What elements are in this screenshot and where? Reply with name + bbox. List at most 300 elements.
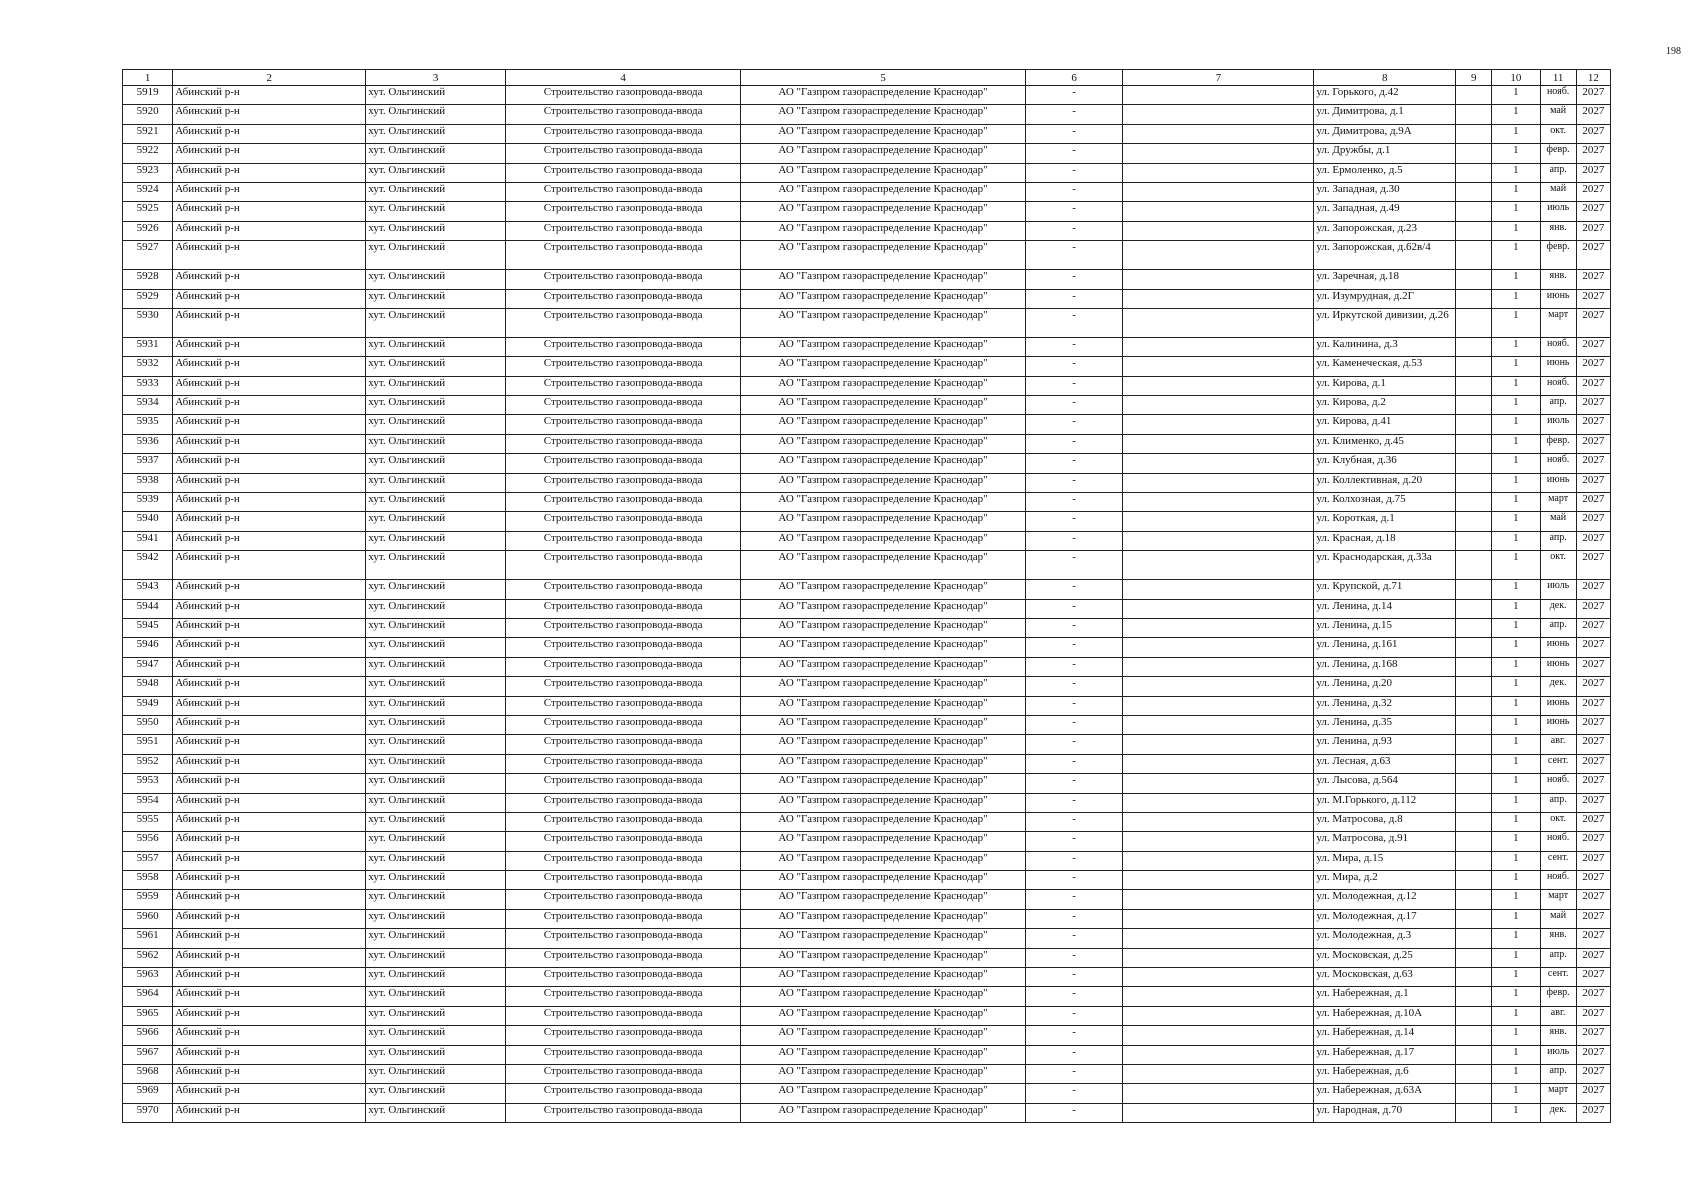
address-cell: ул. Матросова, д.8	[1314, 812, 1456, 831]
month-cell: март	[1540, 308, 1576, 337]
row-number: 5967	[123, 1045, 173, 1064]
address-cell: ул. Ленина, д.161	[1314, 638, 1456, 657]
column-9-cell	[1456, 890, 1492, 909]
district-cell: Абинский р-н	[173, 1026, 366, 1045]
address-cell: ул. М.Горького, д.112	[1314, 793, 1456, 812]
column-6-cell: -	[1025, 241, 1123, 270]
quantity-cell: 1	[1492, 1045, 1540, 1064]
organization-cell: АО "Газпром газораспределение Краснодар"	[741, 580, 1026, 599]
month-cell: апр.	[1540, 1064, 1576, 1083]
month-cell: июль	[1540, 415, 1576, 434]
year-cell: 2027	[1576, 1045, 1610, 1064]
month-cell: янв.	[1540, 221, 1576, 240]
work-type-cell: Строительство газопровода-ввода	[506, 289, 741, 308]
organization-cell: АО "Газпром газораспределение Краснодар"	[741, 832, 1026, 851]
year-cell: 2027	[1576, 163, 1610, 182]
district-cell: Абинский р-н	[173, 454, 366, 473]
row-number: 5948	[123, 677, 173, 696]
settlement-cell: хут. Ольгинский	[366, 715, 506, 734]
month-cell: нояб.	[1540, 376, 1576, 395]
column-9-cell	[1456, 493, 1492, 512]
year-cell: 2027	[1576, 415, 1610, 434]
district-cell: Абинский р-н	[173, 124, 366, 143]
table-row	[123, 599, 1611, 618]
column-7-cell	[1123, 948, 1314, 967]
column-header: 7	[1123, 70, 1314, 86]
column-6-cell: -	[1025, 580, 1123, 599]
district-cell: Абинский р-н	[173, 580, 366, 599]
column-9-cell	[1456, 376, 1492, 395]
work-type-cell: Строительство газопровода-ввода	[506, 357, 741, 376]
month-cell: нояб.	[1540, 86, 1576, 105]
district-cell: Абинский р-н	[173, 105, 366, 124]
column-7-cell	[1123, 657, 1314, 676]
quantity-cell: 1	[1492, 1103, 1540, 1122]
column-9-cell	[1456, 308, 1492, 337]
quantity-cell: 1	[1492, 473, 1540, 492]
organization-cell: АО "Газпром газораспределение Краснодар"	[741, 1006, 1026, 1025]
year-cell: 2027	[1576, 1084, 1610, 1103]
column-7-cell	[1123, 473, 1314, 492]
organization-cell: АО "Газпром газораспределение Краснодар"	[741, 289, 1026, 308]
settlement-cell: хут. Ольгинский	[366, 968, 506, 987]
work-type-cell: Строительство газопровода-ввода	[506, 1103, 741, 1122]
quantity-cell: 1	[1492, 851, 1540, 870]
column-9-cell	[1456, 754, 1492, 773]
year-cell: 2027	[1576, 871, 1610, 890]
table-row	[123, 909, 1611, 928]
work-type-cell: Строительство газопровода-ввода	[506, 434, 741, 453]
month-cell: март	[1540, 890, 1576, 909]
organization-cell: АО "Газпром газораспределение Краснодар"	[741, 677, 1026, 696]
settlement-cell: хут. Ольгинский	[366, 144, 506, 163]
district-cell: Абинский р-н	[173, 415, 366, 434]
quantity-cell: 1	[1492, 144, 1540, 163]
column-6-cell: -	[1025, 657, 1123, 676]
address-cell: ул. Молодежная, д.12	[1314, 890, 1456, 909]
column-9-cell	[1456, 599, 1492, 618]
address-cell: ул. Ленина, д.32	[1314, 696, 1456, 715]
organization-cell: АО "Газпром газораспределение Краснодар"	[741, 551, 1026, 580]
column-7-cell	[1123, 86, 1314, 105]
table-row	[123, 1026, 1611, 1045]
table-row	[123, 1064, 1611, 1083]
settlement-cell: хут. Ольгинский	[366, 241, 506, 270]
month-cell: февр.	[1540, 434, 1576, 453]
district-cell: Абинский р-н	[173, 677, 366, 696]
work-type-cell: Строительство газопровода-ввода	[506, 1045, 741, 1064]
work-type-cell: Строительство газопровода-ввода	[506, 968, 741, 987]
work-type-cell: Строительство газопровода-ввода	[506, 793, 741, 812]
year-cell: 2027	[1576, 909, 1610, 928]
year-cell: 2027	[1576, 968, 1610, 987]
organization-cell: АО "Газпром газораспределение Краснодар"	[741, 531, 1026, 550]
table-row	[123, 696, 1611, 715]
year-cell: 2027	[1576, 948, 1610, 967]
quantity-cell: 1	[1492, 599, 1540, 618]
column-6-cell: -	[1025, 735, 1123, 754]
address-cell: ул. Иркутской дивизии, д.26	[1314, 308, 1456, 337]
address-cell: ул. Ленина, д.15	[1314, 618, 1456, 637]
year-cell: 2027	[1576, 1103, 1610, 1122]
district-cell: Абинский р-н	[173, 308, 366, 337]
organization-cell: АО "Газпром газораспределение Краснодар"	[741, 473, 1026, 492]
organization-cell: АО "Газпром газораспределение Краснодар"	[741, 357, 1026, 376]
column-7-cell	[1123, 512, 1314, 531]
organization-cell: АО "Газпром газораспределение Краснодар"	[741, 308, 1026, 337]
table-row	[123, 396, 1611, 415]
row-number: 5968	[123, 1064, 173, 1083]
row-number: 5938	[123, 473, 173, 492]
work-type-cell: Строительство газопровода-ввода	[506, 86, 741, 105]
month-cell: июнь	[1540, 696, 1576, 715]
table-row	[123, 221, 1611, 240]
district-cell: Абинский р-н	[173, 599, 366, 618]
settlement-cell: хут. Ольгинский	[366, 396, 506, 415]
work-type-cell: Строительство газопровода-ввода	[506, 337, 741, 356]
column-9-cell	[1456, 1045, 1492, 1064]
column-7-cell	[1123, 308, 1314, 337]
table-row	[123, 774, 1611, 793]
settlement-cell: хут. Ольгинский	[366, 774, 506, 793]
year-cell: 2027	[1576, 241, 1610, 270]
row-number: 5933	[123, 376, 173, 395]
row-number: 5954	[123, 793, 173, 812]
table-row	[123, 735, 1611, 754]
organization-cell: АО "Газпром газораспределение Краснодар"	[741, 415, 1026, 434]
column-6-cell: -	[1025, 337, 1123, 356]
column-6-cell: -	[1025, 1064, 1123, 1083]
quantity-cell: 1	[1492, 1006, 1540, 1025]
organization-cell: АО "Газпром газораспределение Краснодар"	[741, 696, 1026, 715]
table-row	[123, 357, 1611, 376]
column-9-cell	[1456, 871, 1492, 890]
row-number: 5930	[123, 308, 173, 337]
column-6-cell: -	[1025, 415, 1123, 434]
work-type-cell: Строительство газопровода-ввода	[506, 376, 741, 395]
year-cell: 2027	[1576, 124, 1610, 143]
district-cell: Абинский р-н	[173, 948, 366, 967]
district-cell: Абинский р-н	[173, 551, 366, 580]
work-type-cell: Строительство газопровода-ввода	[506, 531, 741, 550]
row-number: 5936	[123, 434, 173, 453]
row-number: 5942	[123, 551, 173, 580]
district-cell: Абинский р-н	[173, 512, 366, 531]
address-cell: ул. Мира, д.15	[1314, 851, 1456, 870]
work-type-cell: Строительство газопровода-ввода	[506, 754, 741, 773]
address-cell: ул. Димитрова, д.1	[1314, 105, 1456, 124]
organization-cell: АО "Газпром газораспределение Краснодар"	[741, 638, 1026, 657]
address-cell: ул. Калинина, д.3	[1314, 337, 1456, 356]
address-cell: ул. Короткая, д.1	[1314, 512, 1456, 531]
district-cell: Абинский р-н	[173, 289, 366, 308]
district-cell: Абинский р-н	[173, 638, 366, 657]
district-cell: Абинский р-н	[173, 163, 366, 182]
address-cell: ул. Набережная, д.63А	[1314, 1084, 1456, 1103]
column-header: 2	[173, 70, 366, 86]
row-number: 5937	[123, 454, 173, 473]
column-7-cell	[1123, 289, 1314, 308]
month-cell: апр.	[1540, 618, 1576, 637]
month-cell: дек.	[1540, 599, 1576, 618]
year-cell: 2027	[1576, 396, 1610, 415]
district-cell: Абинский р-н	[173, 696, 366, 715]
year-cell: 2027	[1576, 531, 1610, 550]
settlement-cell: хут. Ольгинский	[366, 793, 506, 812]
row-number: 5921	[123, 124, 173, 143]
work-type-cell: Строительство газопровода-ввода	[506, 1064, 741, 1083]
year-cell: 2027	[1576, 929, 1610, 948]
year-cell: 2027	[1576, 715, 1610, 734]
district-cell: Абинский р-н	[173, 202, 366, 221]
quantity-cell: 1	[1492, 357, 1540, 376]
year-cell: 2027	[1576, 735, 1610, 754]
work-type-cell: Строительство газопровода-ввода	[506, 890, 741, 909]
column-7-cell	[1123, 493, 1314, 512]
organization-cell: АО "Газпром газораспределение Краснодар"	[741, 434, 1026, 453]
column-6-cell: -	[1025, 948, 1123, 967]
row-number: 5931	[123, 337, 173, 356]
column-7-cell	[1123, 105, 1314, 124]
column-7-cell	[1123, 715, 1314, 734]
settlement-cell: хут. Ольгинский	[366, 221, 506, 240]
column-9-cell	[1456, 270, 1492, 289]
work-type-cell: Строительство газопровода-ввода	[506, 638, 741, 657]
settlement-cell: хут. Ольгинский	[366, 337, 506, 356]
work-type-cell: Строительство газопровода-ввода	[506, 105, 741, 124]
work-type-cell: Строительство газопровода-ввода	[506, 144, 741, 163]
column-9-cell	[1456, 696, 1492, 715]
quantity-cell: 1	[1492, 735, 1540, 754]
row-number: 5962	[123, 948, 173, 967]
district-cell: Абинский р-н	[173, 774, 366, 793]
year-cell: 2027	[1576, 1064, 1610, 1083]
address-cell: ул. Краснодарская, д.33а	[1314, 551, 1456, 580]
quantity-cell: 1	[1492, 531, 1540, 550]
column-6-cell: -	[1025, 376, 1123, 395]
column-7-cell	[1123, 124, 1314, 143]
column-6-cell: -	[1025, 929, 1123, 948]
year-cell: 2027	[1576, 657, 1610, 676]
column-7-cell	[1123, 851, 1314, 870]
column-9-cell	[1456, 638, 1492, 657]
table-body	[123, 86, 1611, 1123]
month-cell: апр.	[1540, 396, 1576, 415]
row-number: 5960	[123, 909, 173, 928]
organization-cell: АО "Газпром газораспределение Краснодар"	[741, 337, 1026, 356]
district-cell: Абинский р-н	[173, 182, 366, 201]
district-cell: Абинский р-н	[173, 270, 366, 289]
column-9-cell	[1456, 1006, 1492, 1025]
table-row	[123, 551, 1611, 580]
settlement-cell: хут. Ольгинский	[366, 812, 506, 831]
quantity-cell: 1	[1492, 221, 1540, 240]
work-type-cell: Строительство газопровода-ввода	[506, 221, 741, 240]
year-cell: 2027	[1576, 618, 1610, 637]
settlement-cell: хут. Ольгинский	[366, 948, 506, 967]
row-number: 5956	[123, 832, 173, 851]
quantity-cell: 1	[1492, 968, 1540, 987]
column-7-cell	[1123, 987, 1314, 1006]
column-9-cell	[1456, 1064, 1492, 1083]
settlement-cell: хут. Ольгинский	[366, 987, 506, 1006]
column-7-cell	[1123, 754, 1314, 773]
row-number: 5944	[123, 599, 173, 618]
month-cell: май	[1540, 512, 1576, 531]
organization-cell: АО "Газпром газораспределение Краснодар"	[741, 774, 1026, 793]
organization-cell: АО "Газпром газораспределение Краснодар"	[741, 929, 1026, 948]
column-6-cell: -	[1025, 473, 1123, 492]
column-9-cell	[1456, 735, 1492, 754]
work-type-cell: Строительство газопровода-ввода	[506, 832, 741, 851]
table-row	[123, 1103, 1611, 1122]
row-number: 5964	[123, 987, 173, 1006]
column-9-cell	[1456, 812, 1492, 831]
settlement-cell: хут. Ольгинский	[366, 270, 506, 289]
work-type-cell: Строительство газопровода-ввода	[506, 163, 741, 182]
table-row	[123, 968, 1611, 987]
year-cell: 2027	[1576, 493, 1610, 512]
work-type-cell: Строительство газопровода-ввода	[506, 454, 741, 473]
quantity-cell: 1	[1492, 677, 1540, 696]
work-type-cell: Строительство газопровода-ввода	[506, 124, 741, 143]
table-row	[123, 337, 1611, 356]
settlement-cell: хут. Ольгинский	[366, 832, 506, 851]
month-cell: апр.	[1540, 163, 1576, 182]
district-cell: Абинский р-н	[173, 144, 366, 163]
column-7-cell	[1123, 1084, 1314, 1103]
quantity-cell: 1	[1492, 580, 1540, 599]
month-cell: июнь	[1540, 657, 1576, 676]
column-6-cell: -	[1025, 851, 1123, 870]
district-cell: Абинский р-н	[173, 754, 366, 773]
organization-cell: АО "Газпром газораспределение Краснодар"	[741, 968, 1026, 987]
column-6-cell: -	[1025, 1084, 1123, 1103]
month-cell: июнь	[1540, 289, 1576, 308]
column-6-cell: -	[1025, 202, 1123, 221]
column-6-cell: -	[1025, 105, 1123, 124]
column-7-cell	[1123, 434, 1314, 453]
address-cell: ул. Изумрудная, д.2Г	[1314, 289, 1456, 308]
column-header: 4	[506, 70, 741, 86]
row-number: 5932	[123, 357, 173, 376]
work-type-cell: Строительство газопровода-ввода	[506, 270, 741, 289]
quantity-cell: 1	[1492, 454, 1540, 473]
organization-cell: АО "Газпром газораспределение Краснодар"	[741, 657, 1026, 676]
settlement-cell: хут. Ольгинский	[366, 493, 506, 512]
column-7-cell	[1123, 182, 1314, 201]
quantity-cell: 1	[1492, 493, 1540, 512]
column-9-cell	[1456, 473, 1492, 492]
table-row	[123, 832, 1611, 851]
row-number: 5945	[123, 618, 173, 637]
address-cell: ул. Колхозная, д.75	[1314, 493, 1456, 512]
column-6-cell: -	[1025, 677, 1123, 696]
table-row	[123, 677, 1611, 696]
settlement-cell: хут. Ольгинский	[366, 163, 506, 182]
table-row	[123, 890, 1611, 909]
year-cell: 2027	[1576, 376, 1610, 395]
quantity-cell: 1	[1492, 202, 1540, 221]
month-cell: март	[1540, 1084, 1576, 1103]
work-type-cell: Строительство газопровода-ввода	[506, 871, 741, 890]
year-cell: 2027	[1576, 812, 1610, 831]
address-cell: ул. Набережная, д.6	[1314, 1064, 1456, 1083]
address-cell: ул. Красная, д.18	[1314, 531, 1456, 550]
district-cell: Абинский р-н	[173, 434, 366, 453]
column-9-cell	[1456, 105, 1492, 124]
organization-cell: АО "Газпром газораспределение Краснодар"	[741, 221, 1026, 240]
table-row	[123, 580, 1611, 599]
table-row	[123, 1006, 1611, 1025]
settlement-cell: хут. Ольгинский	[366, 454, 506, 473]
column-9-cell	[1456, 774, 1492, 793]
year-cell: 2027	[1576, 890, 1610, 909]
month-cell: февр.	[1540, 144, 1576, 163]
work-type-cell: Строительство газопровода-ввода	[506, 599, 741, 618]
settlement-cell: хут. Ольгинский	[366, 754, 506, 773]
work-type-cell: Строительство газопровода-ввода	[506, 987, 741, 1006]
column-6-cell: -	[1025, 871, 1123, 890]
district-cell: Абинский р-н	[173, 221, 366, 240]
table-row	[123, 512, 1611, 531]
column-6-cell: -	[1025, 696, 1123, 715]
month-cell: окт.	[1540, 812, 1576, 831]
column-7-cell	[1123, 735, 1314, 754]
column-header: 1	[123, 70, 173, 86]
district-cell: Абинский р-н	[173, 493, 366, 512]
address-cell: ул. Каменеческая, д.53	[1314, 357, 1456, 376]
organization-cell: АО "Газпром газораспределение Краснодар"	[741, 124, 1026, 143]
year-cell: 2027	[1576, 270, 1610, 289]
month-cell: нояб.	[1540, 832, 1576, 851]
row-number: 5928	[123, 270, 173, 289]
settlement-cell: хут. Ольгинский	[366, 677, 506, 696]
column-header: 9	[1456, 70, 1492, 86]
district-cell: Абинский р-н	[173, 909, 366, 928]
settlement-cell: хут. Ольгинский	[366, 124, 506, 143]
table-row	[123, 289, 1611, 308]
column-7-cell	[1123, 1064, 1314, 1083]
column-7-cell	[1123, 638, 1314, 657]
month-cell: сент.	[1540, 754, 1576, 773]
row-number: 5943	[123, 580, 173, 599]
column-9-cell	[1456, 357, 1492, 376]
column-6-cell: -	[1025, 270, 1123, 289]
settlement-cell: хут. Ольгинский	[366, 1026, 506, 1045]
column-7-cell	[1123, 202, 1314, 221]
year-cell: 2027	[1576, 202, 1610, 221]
column-7-cell	[1123, 357, 1314, 376]
column-9-cell	[1456, 1103, 1492, 1122]
month-cell: янв.	[1540, 1026, 1576, 1045]
quantity-cell: 1	[1492, 1084, 1540, 1103]
column-7-cell	[1123, 337, 1314, 356]
column-7-cell	[1123, 1103, 1314, 1122]
quantity-cell: 1	[1492, 512, 1540, 531]
column-9-cell	[1456, 289, 1492, 308]
quantity-cell: 1	[1492, 890, 1540, 909]
district-cell: Абинский р-н	[173, 1006, 366, 1025]
address-cell: ул. Набережная, д.10А	[1314, 1006, 1456, 1025]
column-6-cell: -	[1025, 531, 1123, 550]
district-cell: Абинский р-н	[173, 86, 366, 105]
district-cell: Абинский р-н	[173, 1084, 366, 1103]
row-number: 5940	[123, 512, 173, 531]
settlement-cell: хут. Ольгинский	[366, 1103, 506, 1122]
table-row	[123, 415, 1611, 434]
organization-cell: АО "Газпром газораспределение Краснодар"	[741, 1026, 1026, 1045]
